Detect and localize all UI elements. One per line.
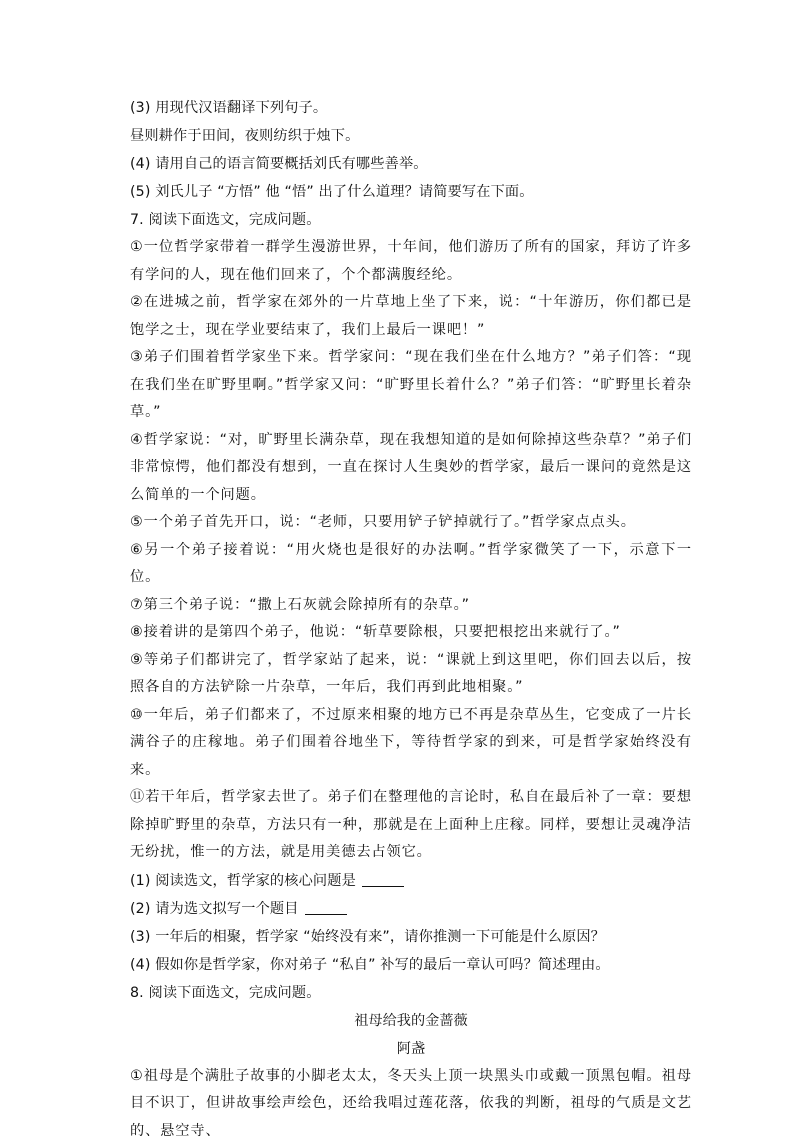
answer-blank <box>305 900 347 915</box>
q7-paragraph-1: ①一位哲学家带着一群学生漫游世界，十年间，他们游历了所有的国家，拜访了许多有学问的人，现在他们回来了，个个都满腹经纶。 <box>130 234 692 289</box>
answer-blank <box>362 872 404 887</box>
q8-paragraph-1: ①祖母是个满肚子故事的小脚老太太，冬天头上顶一块黑头巾或戴一顶黑包帽。祖母目不识丁，但讲故事绘声绘色，还给我唱过莲花落，依我的判断，祖母的气质是文艺的、悬空寺、 <box>130 1063 692 1145</box>
q7-paragraph-5: ⑤一个弟子首先开口，说：“老师，只要用铲子铲掉就行了。”哲学家点点头。 <box>130 509 692 537</box>
q7-subquestion-4: (4) 假如你是哲学家，你对弟子 “私自” 补写的最后一章认可吗？简述理由。 <box>130 951 692 979</box>
page-content <box>130 94 692 1145</box>
q7-paragraph-2: ②在进城之前，哲学家在郊外的一片草地上坐了下来，说：“十年游历，你们都已是饱学之士，现在学业要结束了，我们上最后一课吧！” <box>130 289 692 344</box>
q7-subquestion-2-text: (2) 请为选文拟写一个题目 <box>130 901 299 917</box>
q7-paragraph-3: ③弟子们围着哲学家坐下来。哲学家问：“现在我们坐在什么地方？”弟子们答：“现在我们坐在旷野里啊。”哲学家又问：“旷野里长着什么？”弟子们答：“旷野里长着杂草。” <box>130 344 692 427</box>
q7-paragraph-6: ⑥另一个弟子接着说：“用火烧也是很好的办法啊。”哲学家微笑了一下，示意下一位。 <box>130 537 692 592</box>
q8-heading: 8. 阅读下面选文，完成问题。 <box>130 979 692 1007</box>
q7-paragraph-10: ⑩一年后，弟子们都来了，不过原来相聚的地方已不再是杂草丛生，它变成了一片长满谷子的庄稼地。弟子们围着谷地坐下，等待哲学家的到来，可是哲学家始终没有来。 <box>130 702 692 785</box>
q7-heading: 7. 阅读下面选文，完成问题。 <box>130 206 692 234</box>
q7-paragraph-8: ⑧接着讲的是第四个弟子，他说：“斩草要除根，只要把根挖出来就行了。” <box>130 619 692 647</box>
q7-paragraph-9: ⑨等弟子们都讲完了，哲学家站了起来，说：“课就上到这里吧，你们回去以后，按照各自的方法铲除一片杂草，一年后，我们再到此地相聚。” <box>130 647 692 702</box>
q7-paragraph-11: ⑪若干年后，哲学家去世了。弟子们在整理他的言论时，私自在最后补了一章：要想除掉旷野里的杂草，方法只有一种，那就是在上面种上庄稼。同样，要想让灵魂净洁无纷扰，惟一的方法，就是用美德去占领它。 <box>130 784 692 867</box>
q7-subquestion-2 <box>130 895 692 923</box>
q8-article-author: 阿盏 <box>130 1035 692 1063</box>
q6-sentence-to-translate: 昼则耕作于田间，夜则纺织于烛下。 <box>130 122 692 150</box>
q7-subquestion-1-text: (1) 阅读选文，哲学家的核心问题是 <box>130 873 356 889</box>
q7-paragraph-7: ⑦第三个弟子说：“撒上石灰就会除掉所有的杂草。” <box>130 592 692 620</box>
q6-subquestion-3: (3) 用现代汉语翻译下列句子。 <box>130 94 692 122</box>
q6-subquestion-4: (4) 请用自己的语言简要概括刘氏有哪些善举。 <box>130 150 692 178</box>
q7-subquestion-1 <box>130 867 692 895</box>
q6-subquestion-5: (5) 刘氏儿子 “方悟” 他 “悟” 出了什么道理？请简要写在下面。 <box>130 178 692 206</box>
q7-paragraph-4: ④哲学家说：“对，旷野里长满杂草，现在我想知道的是如何除掉这些杂草？”弟子们非常惊愕，他们都没有想到，一直在探讨人生奥妙的哲学家，最后一课问的竟然是这么简单的一个问题。 <box>130 427 692 510</box>
q8-article-title: 祖母给我的金蔷薇 <box>130 1007 692 1035</box>
q7-subquestion-3: (3) 一年后的相聚，哲学家 “始终没有来”，请你推测一下可能是什么原因？ <box>130 923 692 951</box>
